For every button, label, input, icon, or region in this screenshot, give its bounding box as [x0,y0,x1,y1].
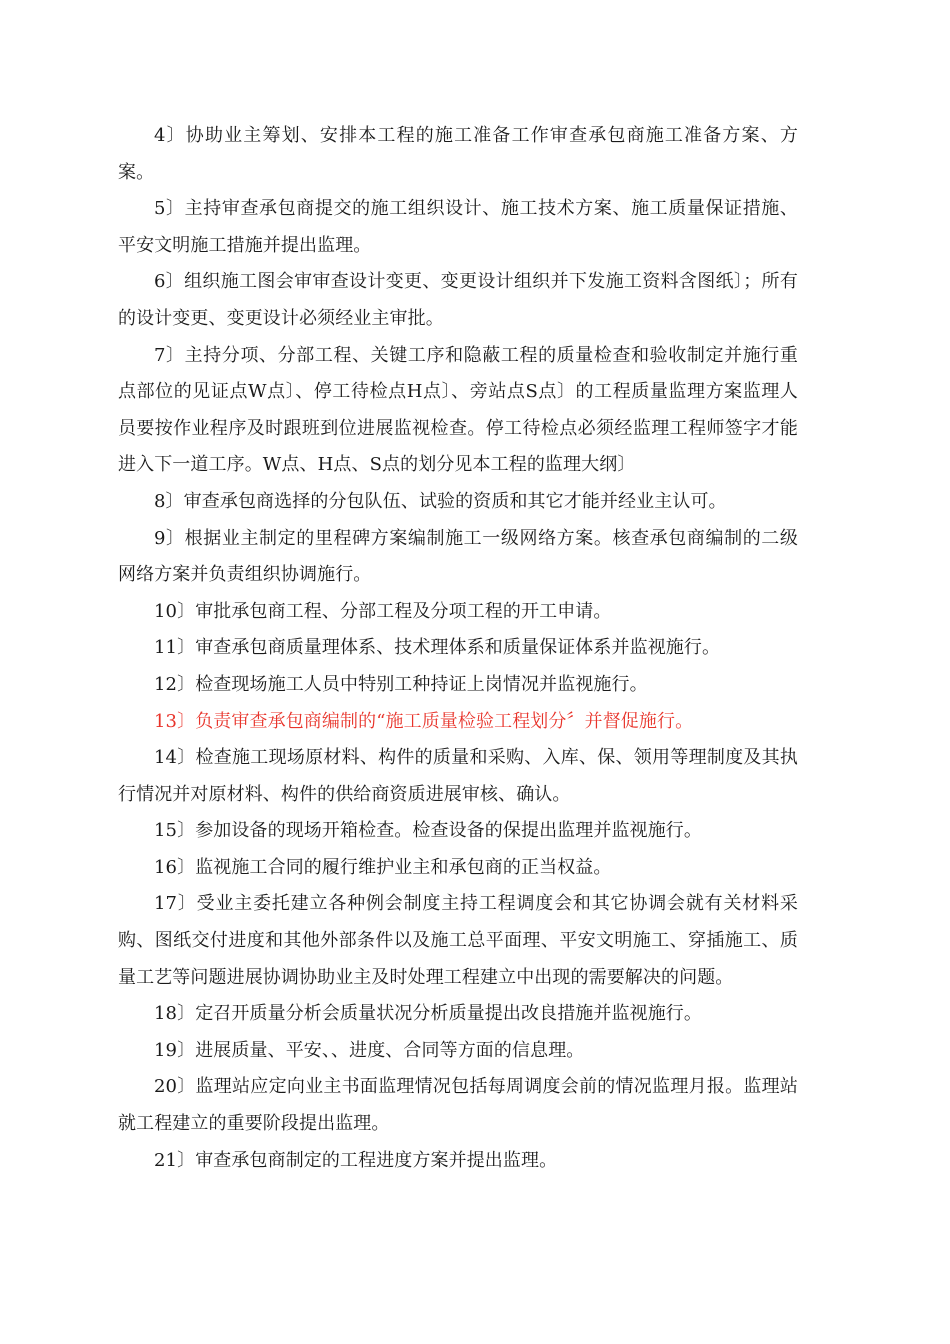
paragraph-item-14: 14〕检查施工现场原材料、构件的质量和采购、入库、保、领用等理制度及其执行情况并对原材料、构件的供给商资质进展审核、确认。 [118,747,798,805]
paragraph-item-15: 15〕参加设备的现场开箱检查。检查设备的保提出监理并监视施行。 [154,820,703,842]
paragraph-item-19: 19〕进展质量、平安、、进度、合同等方面的信息理。 [154,1039,585,1061]
paragraph-item-16: 16〕监视施工合同的履行维护业主和承包商的正当权益。 [154,856,612,878]
paragraph-item-5: 5〕主持审查承包商提交的施工组织设计、施工技术方案、施工质量保证措施、平安文明施工措施并提出监理。 [118,198,798,256]
paragraph-item-20: 20〕监理站应定向业主书面监理情况包括每周调度会前的情况监理月报。监理站就工程建立的重要阶段提出监理。 [118,1076,798,1135]
paragraph-item-12: 12〕检查现场施工人员中特别工种持证上岗情况并监视施行。 [154,673,648,695]
paragraph-item-11: 11〕审查承包商质量理体系、技术理体系和质量保证体系并监视施行。 [154,637,721,659]
paragraph-item-6: 6〕组织施工图会审审查设计变更、变更设计组织并下发施工资料含图纸〕；所有的设计变更、变更设计必须经业主审批。 [118,271,798,329]
paragraph-item-7: 7〕主持分项、分部工程、关键工序和隐蔽工程的质量检查和验收制定并施行重点部位的见证点W点〕、停工待检点H点〕、旁站点S点〕的工程质量监理方案监理人员要按作业程序及时跟班到位进展监视检查。停工待检点必须经监理工程师签字才能进入下一道工序。W点、H点、S点的划分见本工程的监理大纲〕 [118,344,798,476]
paragraph-item-9: 9〕根据业主制定的里程碑方案编制施工一级网络方案。核查承包商编制的二级网络方案并负责组织协调施行。 [118,527,798,586]
document-body [118,118,798,1179]
paragraph-item-10: 10〕审批承包商工程、分部工程及分项工程的开工申请。 [154,600,612,622]
paragraph-item-4: 4〕协助业主筹划、安排本工程的施工准备工作审查承包商施工准备方案、方案。 [118,125,798,183]
paragraph-item-13-highlighted: 13〕负责审查承包商编制的“施工质量检验工程划分〞并督促施行。 [154,710,694,732]
paragraph-item-21: 21〕审查承包商制定的工程进度方案并提出监理。 [154,1149,558,1171]
paragraph-item-17: 17〕受业主委托建立各种例会制度主持工程调度会和其它协调会就有关材料采购、图纸交付进度和其他外部条件以及施工总平面理、平安文明施工、穿插施工、质量工艺等问题进展协调协助业主及时处理工程建立中出现的需要解决的问题。 [118,893,798,988]
paragraph-item-8: 8〕审查承包商选择的分包队伍、试验的资质和其它才能并经业主认可。 [154,490,727,512]
paragraph-item-18: 18〕定召开质量分析会质量状况分析质量提出改良措施并监视施行。 [154,1003,703,1025]
